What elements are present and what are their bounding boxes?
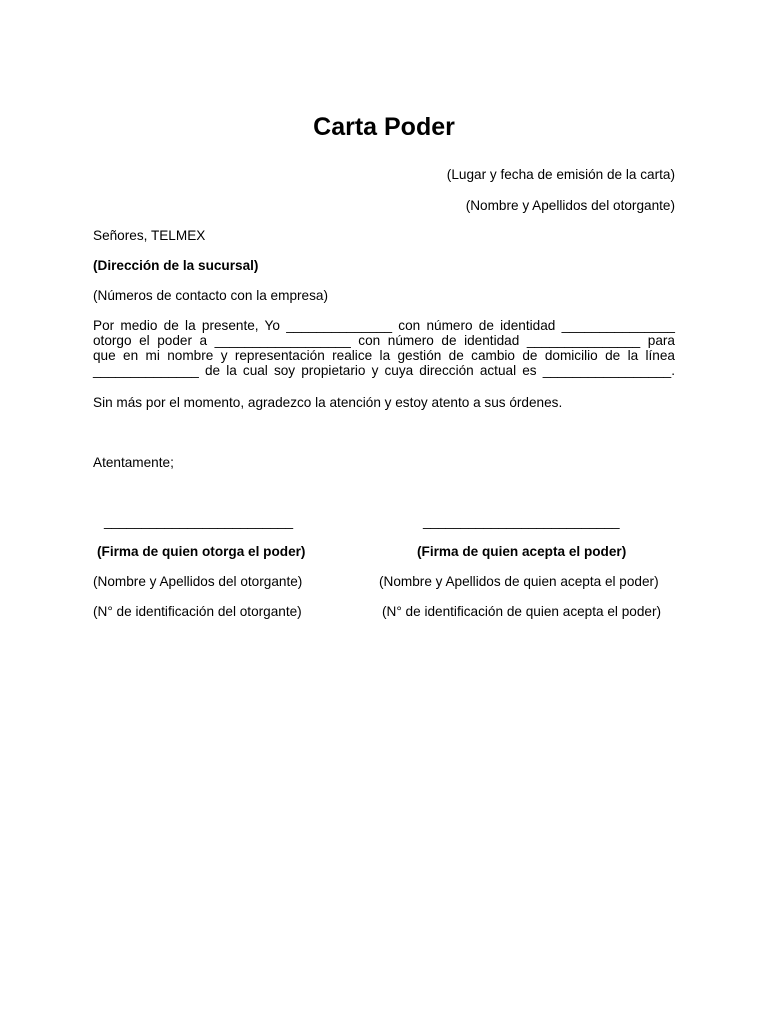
place-date-line: (Lugar y fecha de emisión de la carta) (446, 167, 675, 182)
branch-address: (Dirección de la sucursal) (93, 258, 259, 273)
grantee-name: (Nombre y Apellidos de quien acepta el poder) (379, 574, 659, 589)
grantee-id: (N° de identificación de quien acepta el poder) (382, 604, 661, 619)
document-title: Carta Poder (313, 113, 455, 141)
grantee-signature-label: (Firma de quien acepta el poder) (417, 544, 627, 559)
body-line-4: ______________ de la cual soy propietario y cuya dirección actual es _________________. (93, 363, 675, 378)
body-line-1: Por medio de la presente, Yo ______________ con número de identidad _______________ (93, 318, 675, 333)
grantor-signature-label: (Firma de quien otorga el poder) (97, 544, 306, 559)
grantor-name-header: (Nombre y Apellidos del otorgante) (465, 198, 675, 213)
body-line-3: que en mi nombre y representación realice la gestión de cambio de domicilio de la línea (93, 348, 675, 363)
grantor-signature-line: _________________________ (104, 514, 294, 529)
grantor-name: (Nombre y Apellidos del otorgante) (93, 574, 303, 589)
contact-numbers: (Números de contacto con la empresa) (93, 288, 328, 303)
addressee: Señores, TELMEX (93, 228, 206, 243)
body-line-2: otorgo el poder a __________________ con número de identidad _______________ para (93, 333, 675, 348)
grantee-signature-line: __________________________ (423, 514, 620, 529)
sign-off: Atentamente; (93, 455, 174, 470)
grantor-id: (N° de identificación del otorgante) (93, 604, 302, 619)
closing-line: Sin más por el momento, agradezco la atención y estoy atento a sus órdenes. (93, 395, 563, 410)
